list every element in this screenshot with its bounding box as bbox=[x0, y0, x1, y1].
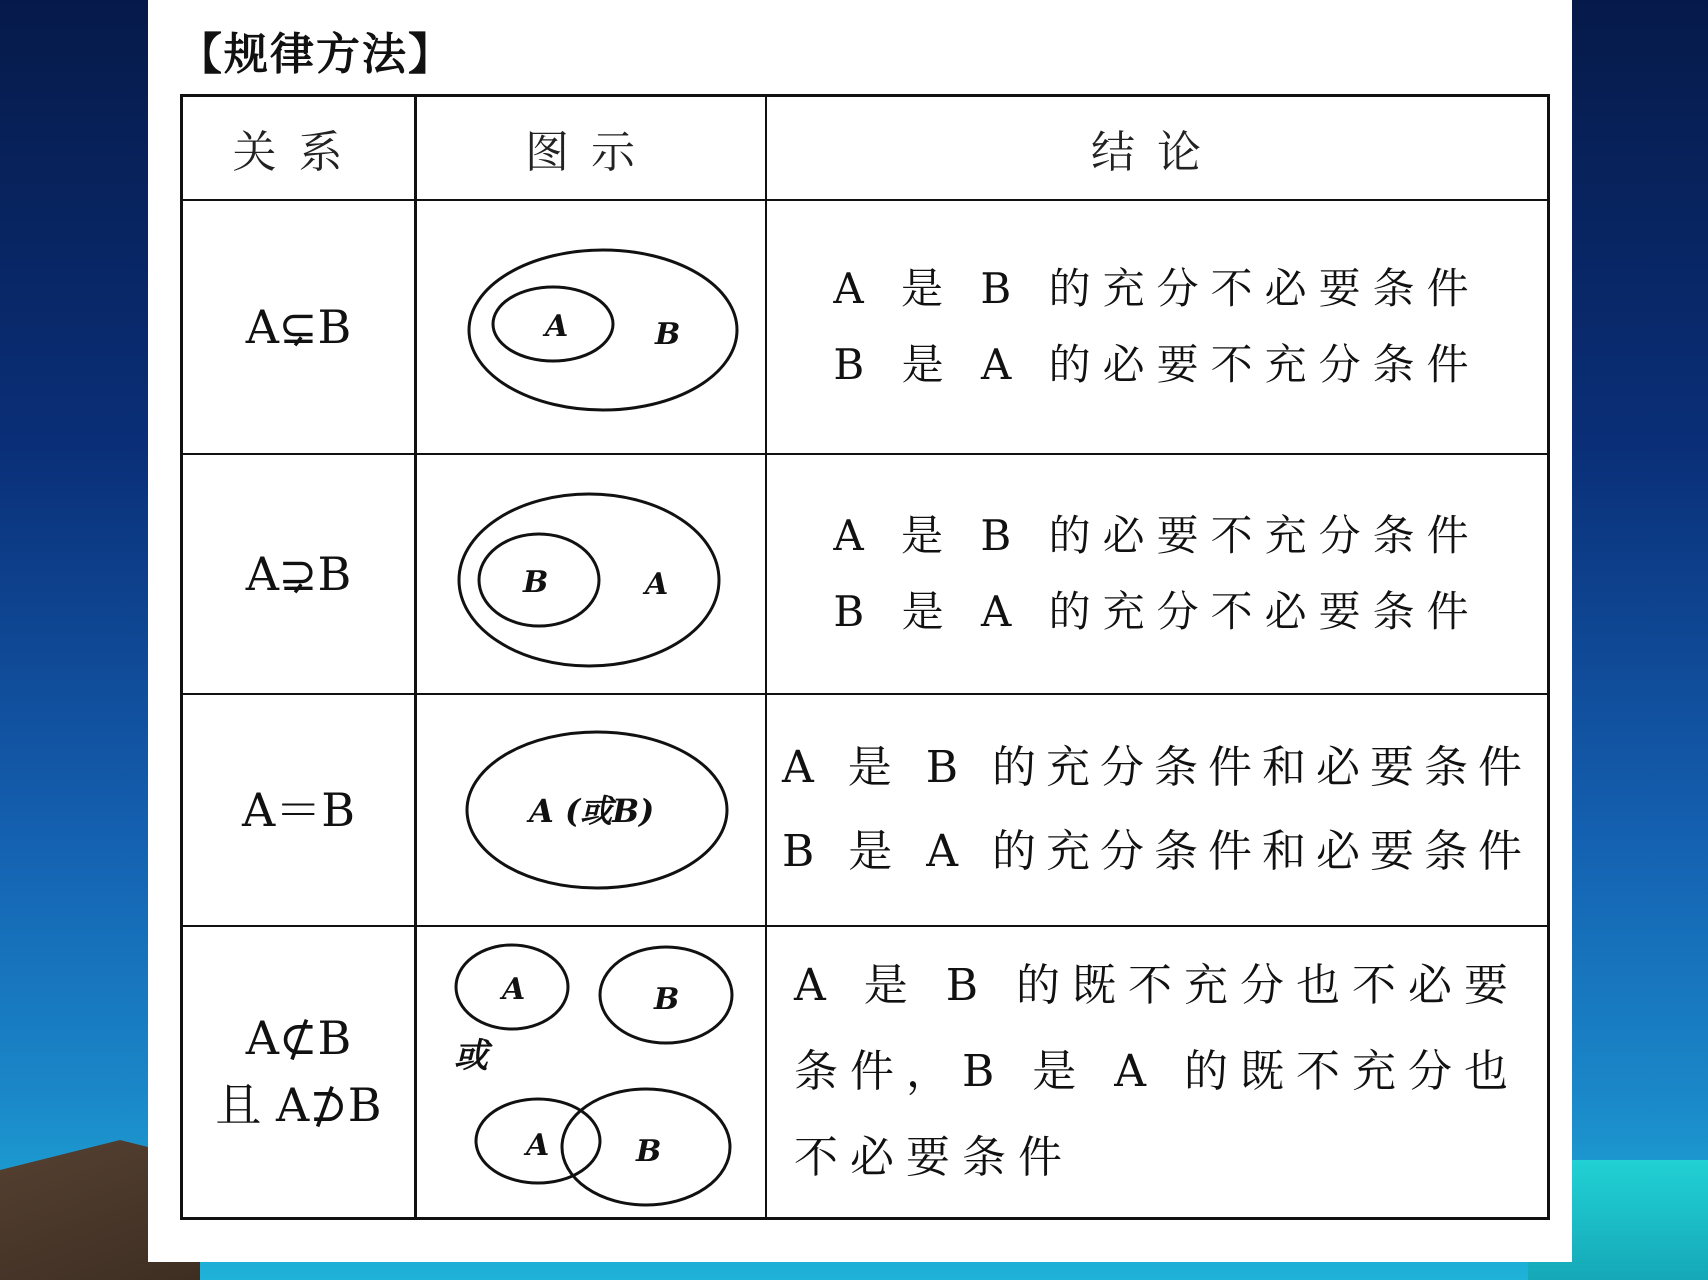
outer-set-ellipse bbox=[459, 494, 719, 666]
venn-subset-diagram bbox=[421, 202, 761, 452]
table-header-row bbox=[183, 97, 1547, 201]
venn-superset-diagram bbox=[421, 456, 761, 692]
relation-text: A⊄B bbox=[245, 1011, 352, 1066]
diagram-cell bbox=[417, 201, 767, 453]
relation-text: A＝B bbox=[241, 782, 356, 837]
venn-disjoint-diagram bbox=[418, 929, 764, 1215]
outer-set-label: B bbox=[655, 317, 681, 352]
relation-text: A⊋B bbox=[245, 546, 352, 601]
header-diagram: 图示 bbox=[417, 97, 767, 199]
relation-text-line2: 且 A⊅B bbox=[215, 1078, 382, 1132]
relation-cell bbox=[183, 927, 417, 1217]
table-row bbox=[183, 695, 1547, 927]
overlap-set-b-label: B bbox=[636, 1134, 662, 1169]
section-heading: 【规律方法】 bbox=[178, 29, 454, 80]
table-row bbox=[183, 455, 1547, 695]
conclusion-line: B 是 A 的充分条件和必要条件 bbox=[781, 826, 1533, 877]
header-relation: 关系 bbox=[183, 97, 417, 199]
relation-cell bbox=[183, 201, 417, 453]
conclusion-cell bbox=[767, 695, 1547, 925]
conclusion-line: 条件，B 是 A 的既不充分也 bbox=[793, 1046, 1521, 1097]
inner-set-label: B bbox=[523, 565, 549, 600]
conclusion-line: B 是 A 的必要不充分条件 bbox=[833, 340, 1481, 389]
outer-set-label: A bbox=[645, 567, 669, 602]
header-conclusion: 结论 bbox=[1091, 127, 1223, 178]
diagram-cell bbox=[417, 455, 767, 693]
conclusion-line: A 是 B 的既不充分也不必要 bbox=[793, 960, 1521, 1011]
conclusion-line: A 是 B 的必要不充分条件 bbox=[833, 511, 1481, 560]
relation-cell bbox=[183, 455, 417, 693]
or-label: 或 bbox=[454, 1036, 488, 1076]
set-a-label: A bbox=[502, 972, 526, 1007]
conclusion-cell bbox=[767, 927, 1547, 1217]
diagram-cell bbox=[417, 927, 767, 1217]
relation-table bbox=[180, 94, 1550, 1220]
conclusion-line: A 是 B 的充分不必要条件 bbox=[833, 264, 1481, 313]
equal-set-label: A (或B) bbox=[529, 792, 655, 830]
conclusion-line: A 是 B 的充分条件和必要条件 bbox=[781, 742, 1533, 793]
set-b-label: B bbox=[654, 982, 680, 1017]
table-row bbox=[183, 927, 1547, 1217]
conclusion-cell bbox=[767, 201, 1547, 453]
conclusion-line: 不必要条件 bbox=[793, 1132, 1074, 1183]
outer-set-ellipse bbox=[469, 250, 737, 410]
overlap-set-a-label: A bbox=[526, 1128, 550, 1163]
table-row bbox=[183, 201, 1547, 455]
inner-set-label: A bbox=[545, 309, 569, 344]
conclusion-line: B 是 A 的充分不必要条件 bbox=[833, 587, 1481, 636]
diagram-cell bbox=[417, 695, 767, 925]
relation-text: A⊊B bbox=[245, 299, 352, 354]
relation-cell bbox=[183, 695, 417, 925]
venn-equal-diagram bbox=[421, 696, 761, 924]
conclusion-cell bbox=[767, 455, 1547, 693]
